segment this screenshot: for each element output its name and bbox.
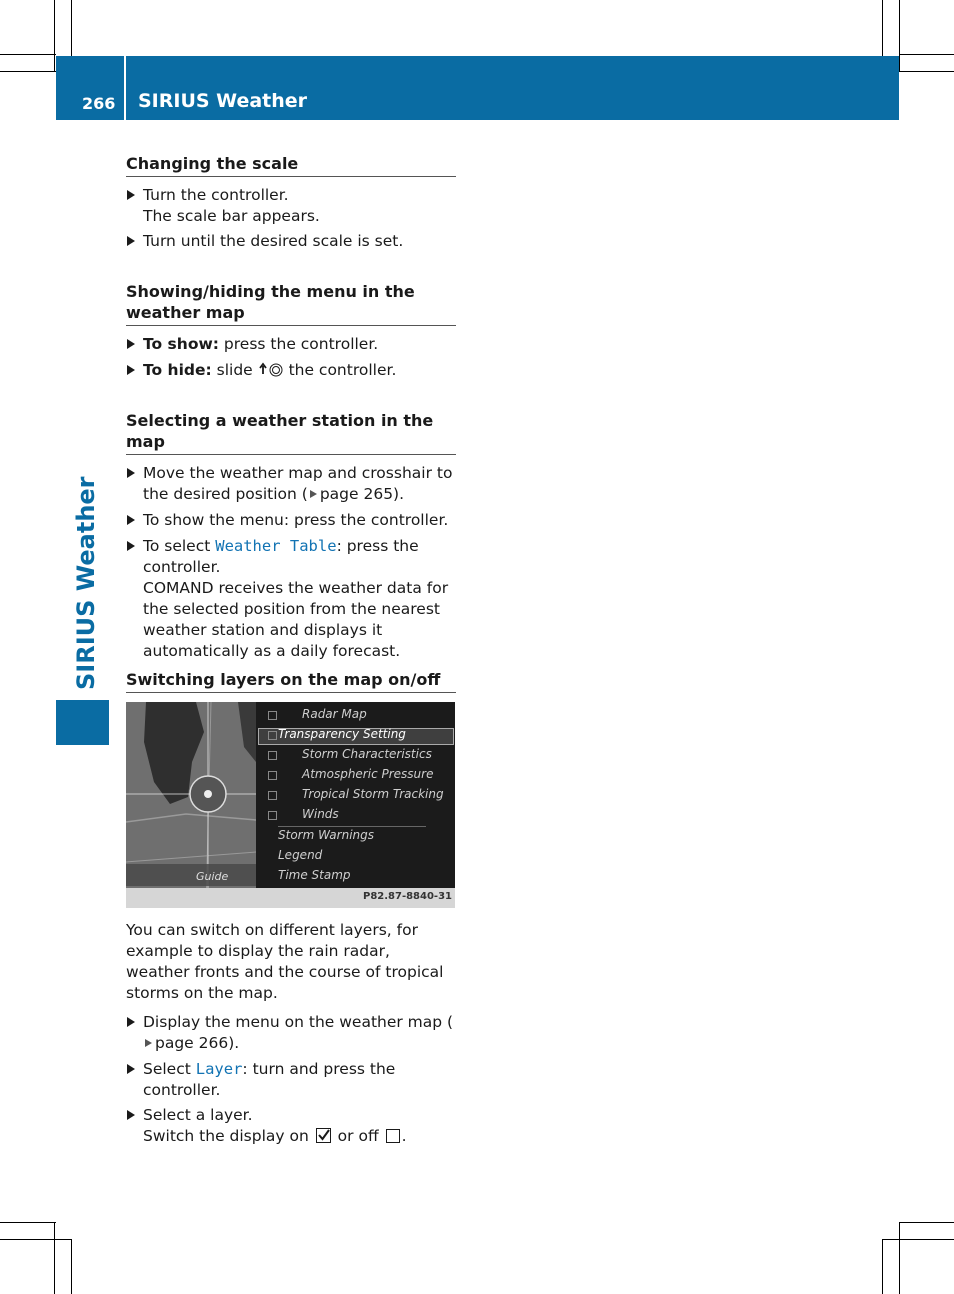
- crop-mark: [882, 0, 883, 56]
- result-text: COMAND receives the weather data for the selected position from the nearest weather station and displays it automatically as a daily forecast.: [143, 579, 449, 660]
- step-text: To show the menu: press the controller.: [143, 511, 449, 529]
- menu-item: Storm Characteristics: [302, 747, 432, 761]
- slide-up-controller-icon: [258, 361, 284, 377]
- section-layers: [126, 669, 456, 693]
- menu-item: Tropical Storm Tracking: [302, 787, 444, 801]
- section-heading: Switching layers on the map on/off: [126, 669, 456, 693]
- page-ref: page 266).: [155, 1034, 240, 1052]
- step-text: Move the weather map and crosshair to the desired position (: [143, 464, 453, 503]
- menu-item: Atmospheric Pressure: [302, 767, 434, 781]
- step-text: the controller.: [283, 361, 397, 379]
- crop-mark: [71, 0, 72, 56]
- step-label: To show:: [143, 335, 219, 353]
- crop-mark: [899, 0, 900, 72]
- menu-item: Radar Map: [302, 707, 367, 721]
- layer-checkbox: [268, 791, 277, 800]
- crop-mark: [899, 1222, 954, 1223]
- crop-mark: [899, 54, 954, 55]
- crop-mark: [71, 1239, 72, 1294]
- menu-divider: [278, 826, 426, 827]
- list-item: [126, 1105, 456, 1147]
- paragraph: You can switch on different layers, for example to display the rain radar, weather fronts and the course of tropical storms on the map.: [126, 921, 444, 1002]
- crop-mark: [0, 71, 56, 72]
- menu-item: Storm Warnings: [278, 828, 375, 842]
- step-text: Select a layer.: [143, 1106, 253, 1124]
- step-label: To hide:: [143, 361, 212, 379]
- result-text: The scale bar appears.: [143, 207, 320, 225]
- page-number: 266: [82, 94, 116, 113]
- layer-checkbox: [268, 711, 277, 720]
- crop-mark: [54, 0, 55, 72]
- layer-checkbox: [268, 751, 277, 760]
- menu-item: Time Stamp: [278, 868, 351, 882]
- list-item: [126, 463, 456, 505]
- list-item: [126, 185, 456, 227]
- map-label: Guide: [196, 870, 229, 883]
- section-heading: Selecting a weather station in the map: [126, 410, 456, 455]
- result-text-part: or off: [332, 1127, 384, 1145]
- arrow-icon: [127, 1110, 135, 1120]
- image-code-bar: [126, 888, 455, 908]
- page-ref: page 265).: [319, 485, 405, 503]
- section-menu: [126, 281, 456, 381]
- arrow-icon: [127, 190, 135, 200]
- result-text-part: .: [401, 1127, 407, 1145]
- section-station: [126, 410, 456, 662]
- step-text: Turn until the desired scale is set.: [143, 232, 404, 250]
- page-title: SIRIUS Weather: [138, 90, 308, 112]
- list-item: [126, 1012, 456, 1054]
- layer-checkbox: [268, 731, 277, 740]
- menu-item-reference: Layer: [195, 1060, 243, 1078]
- arrow-icon: [127, 541, 135, 551]
- list-item: [126, 360, 456, 381]
- step-text: Select: [143, 1060, 196, 1078]
- side-tab: [56, 700, 109, 745]
- crop-mark: [54, 1222, 55, 1294]
- section-layers-body: [126, 920, 456, 1147]
- layer-checkbox: [268, 771, 277, 780]
- image-code: P82.87-8840-31: [362, 891, 452, 902]
- menu-item: Winds: [302, 807, 339, 821]
- arrow-icon: [127, 365, 135, 375]
- section-heading: Changing the scale: [126, 153, 456, 177]
- menu-item-reference: Weather Table: [215, 537, 337, 555]
- list-item: [126, 510, 456, 531]
- layer-checkbox: [268, 811, 277, 820]
- arrow-icon: [127, 339, 135, 349]
- list-item: [126, 334, 456, 355]
- list-item: [126, 231, 456, 252]
- section-scale: [126, 153, 456, 252]
- page-ref-icon: [310, 490, 317, 498]
- menu-item: Legend: [278, 848, 323, 862]
- arrow-icon: [127, 1064, 135, 1074]
- crop-mark: [0, 54, 56, 55]
- arrow-icon: [127, 236, 135, 246]
- crop-mark: [899, 1222, 900, 1294]
- checkbox-unchecked-icon: [386, 1129, 400, 1143]
- step-text: : turn and press the controller.: [143, 1060, 396, 1099]
- step-text: press the controller.: [219, 335, 379, 353]
- crop-mark: [0, 1222, 56, 1223]
- result-text: [143, 1126, 456, 1147]
- crop-mark: [0, 1239, 72, 1240]
- step-text: To select: [143, 537, 216, 555]
- weather-map: [126, 702, 256, 908]
- comand-screenshot: [126, 702, 455, 908]
- list-item: [126, 1059, 456, 1101]
- result-text-part: Switch the display on: [143, 1127, 314, 1145]
- crop-mark: [899, 71, 954, 72]
- page-ref-icon: [145, 1039, 152, 1047]
- list-item: [126, 536, 456, 662]
- crop-mark: [882, 1239, 954, 1240]
- step-text: Turn the controller.: [143, 186, 289, 204]
- menu-item: Transparency Setting: [278, 727, 406, 741]
- header-separator: [124, 56, 126, 120]
- page-header: [56, 56, 899, 120]
- section-heading: Showing/hiding the menu in the weather map: [126, 281, 456, 326]
- step-text: Display the menu on the weather map (: [143, 1013, 454, 1031]
- checkbox-checked-icon: [316, 1128, 331, 1143]
- arrow-icon: [127, 515, 135, 525]
- arrow-icon: [127, 1017, 135, 1027]
- step-text: : press the controller.: [143, 537, 419, 576]
- arrow-icon: [127, 468, 135, 478]
- crop-mark: [882, 1239, 883, 1294]
- side-tab-label: SIRIUS Weather: [72, 476, 100, 690]
- step-text: slide: [211, 361, 258, 379]
